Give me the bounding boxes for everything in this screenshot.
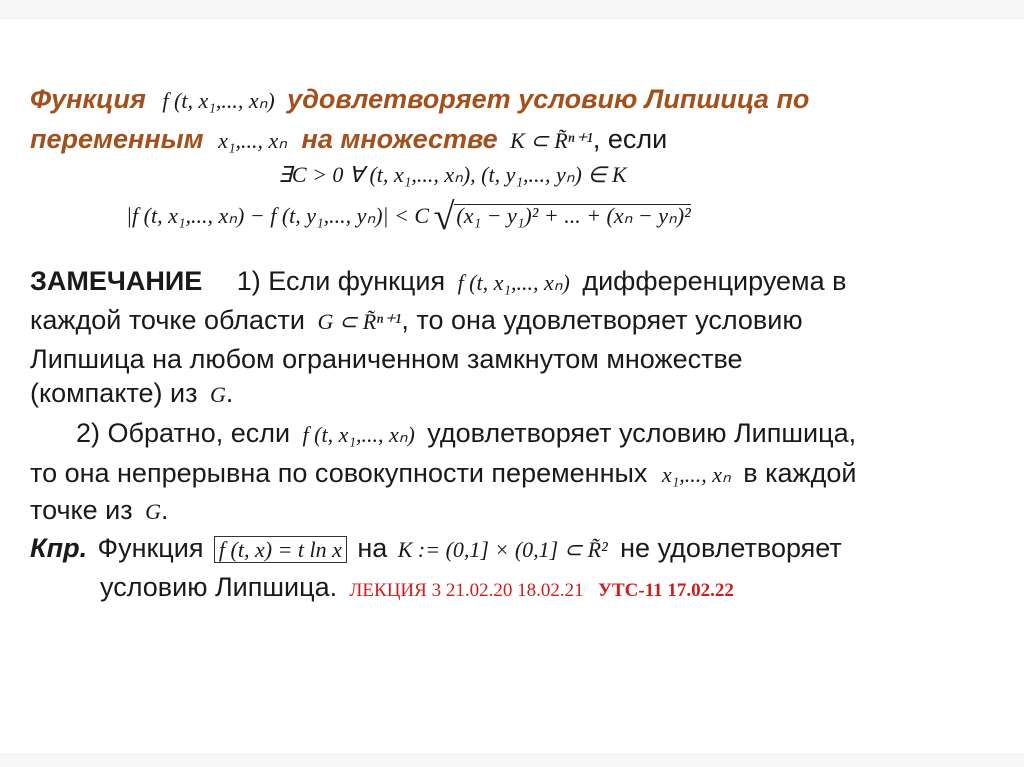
remark-line-2 bbox=[30, 307, 803, 334]
remark-p1-e: Липшица на любом ограниченном замкнутом множестве bbox=[30, 344, 743, 374]
example-condition: условию Липшица. bbox=[100, 572, 338, 602]
slide-top-frame bbox=[0, 0, 1024, 19]
remark-p1-f2: (компакте) из bbox=[30, 378, 198, 408]
remark-p2-e: точке из bbox=[30, 495, 133, 525]
remark-p1-a: 1) Если функция bbox=[236, 266, 446, 296]
example-set: K := (0,1] × (0,1] ⊂ R̃² bbox=[397, 537, 608, 562]
variables-expression: x₁,..., xₙ bbox=[218, 128, 288, 153]
remark-variables: x₁,..., xₙ bbox=[661, 462, 731, 487]
definition-variables-word: переменным bbox=[30, 124, 204, 154]
definition-text: удовлетворяет условию Липшица по bbox=[287, 84, 810, 114]
remark-line-4 bbox=[30, 380, 233, 407]
lipschitz-condition bbox=[278, 164, 627, 186]
remark-title: ЗАМЕЧАНИЕ bbox=[30, 266, 203, 296]
remark-p2-c: то она непрерывна по совокупности переменных bbox=[30, 458, 648, 488]
remark-function: f (t, x₁,..., xₙ) bbox=[457, 270, 570, 295]
remark-p2-d: в каждой bbox=[743, 458, 857, 488]
lipschitz-inequality bbox=[126, 198, 691, 236]
inequality-left: |f (t, x₁,..., xₙ) − f (t, y₁,..., yₙ)| < C bbox=[126, 203, 430, 228]
remark-dot-1: . bbox=[225, 378, 234, 408]
example-line-2 bbox=[100, 574, 734, 601]
definition-set-word: на множестве bbox=[301, 124, 498, 154]
remark-line-3 bbox=[30, 346, 743, 373]
group-note: УТС-11 17.02.22 bbox=[598, 580, 734, 601]
definition-word: Функция bbox=[30, 84, 146, 114]
remark-p1-b: дифференцируема в bbox=[582, 266, 847, 296]
remark-function-2: f (t, x₁,..., xₙ) bbox=[302, 422, 415, 447]
example-boxed-function: f (t, x) = t ln x bbox=[214, 536, 347, 563]
remark-p1-c: каждой точке области bbox=[30, 305, 306, 335]
definition-line-1 bbox=[30, 86, 809, 113]
slide-bottom-frame bbox=[0, 754, 1024, 767]
definition-if: , если bbox=[592, 124, 668, 154]
example-line-1 bbox=[30, 535, 842, 562]
remark-p2-a: 2) Обратно, если bbox=[76, 418, 291, 448]
remark-line-1 bbox=[30, 268, 846, 295]
remark-line-5 bbox=[76, 420, 856, 447]
function-expression: f (t, x₁,..., xₙ) bbox=[162, 88, 275, 113]
remark-line-6 bbox=[30, 460, 856, 487]
remark-p1-d: , то она удовлетворяет условию bbox=[401, 305, 803, 335]
lecture-note: ЛЕКЦИЯ 3 21.02.20 18.02.21 bbox=[349, 580, 584, 601]
remark-line-7 bbox=[30, 497, 169, 524]
remark-dot-2: . bbox=[161, 495, 169, 525]
example-function-word: Функция bbox=[97, 533, 204, 563]
remark-p2-b: удовлетворяет условию Липшица, bbox=[427, 418, 857, 448]
inequality-radicand: (x₁ − y₁)² + ... + (xₙ − yₙ)² bbox=[456, 203, 691, 228]
remark-domain: G ⊂ R̃ⁿ⁺¹ bbox=[317, 309, 402, 334]
sqrt-icon: √ bbox=[433, 196, 455, 238]
definition-line-2 bbox=[30, 126, 667, 153]
set-expression: K ⊂ R̃ⁿ⁺¹ bbox=[510, 128, 593, 153]
example-label: Кпр. bbox=[30, 533, 88, 563]
example-on: на bbox=[357, 533, 388, 563]
example-not-satisfy: не удовлетворяет bbox=[620, 533, 842, 563]
quantifier-expression: ∃C > 0 ∀ (t, x₁,..., xₙ), (t, y₁,..., yₙ) ∈ K bbox=[278, 162, 627, 187]
remark-G-2: G bbox=[145, 499, 161, 524]
remark-G-1: G bbox=[209, 382, 226, 407]
